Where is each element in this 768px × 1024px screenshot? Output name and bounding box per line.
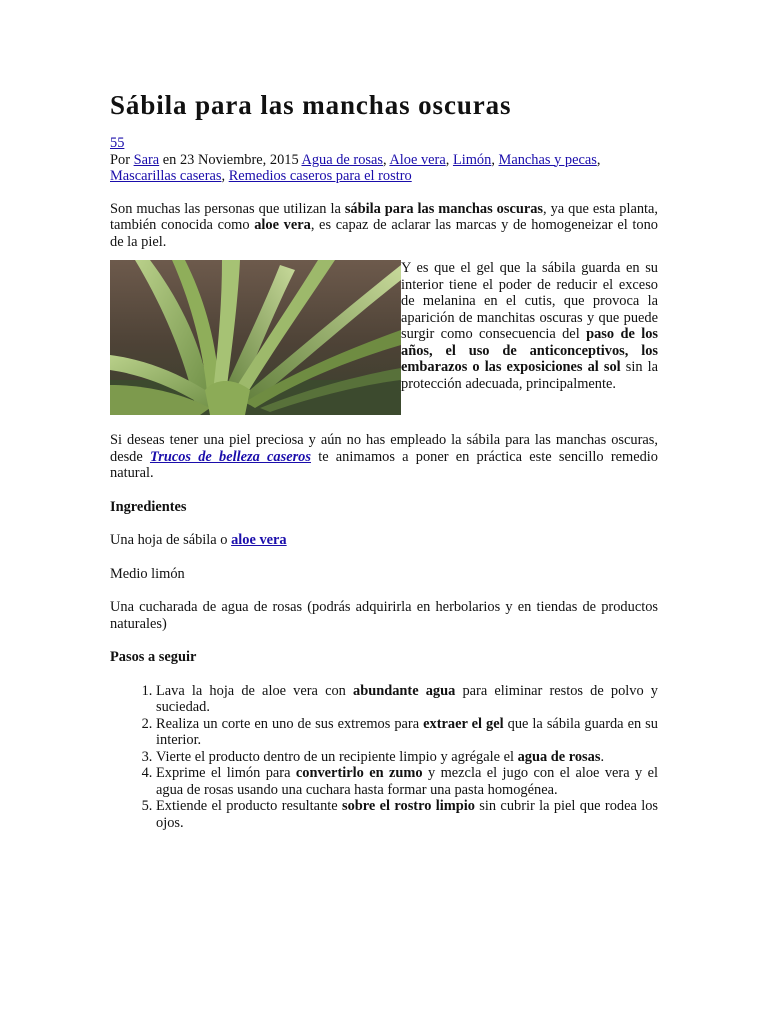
comment-count-link[interactable]: 55 (110, 135, 125, 151)
step-text: Lava la hoja de aloe vera con (156, 682, 353, 699)
tag-link-limon[interactable]: Limón (452, 151, 492, 168)
intro-bold-2: aloe vera (254, 217, 311, 233)
para2-text-1: Si deseas tener una piel preciosa y aún no has empleado la sábila para las manchas oscuras, desde (110, 432, 658, 465)
steps-heading-text: Pasos a seguir (110, 649, 197, 665)
ingredient-item: Medio limón (110, 565, 185, 582)
tag-link-aloe-vera[interactable]: Aloe vera (389, 151, 446, 168)
list-item (156, 765, 658, 798)
author-link[interactable]: Sara (133, 151, 160, 168)
step-bold: abundante agua (353, 682, 456, 699)
list-item (156, 716, 658, 749)
figure-text-2: sin la protección adecuada, principalmente. (401, 359, 658, 392)
ingredients-heading (110, 499, 658, 516)
article-meta: 55 Por Sara en 23 Noviembre, 2015 Agua de rosas, Aloe vera, Limón, Manchas y pecas, Mascarillas caseras, Remedios caseros para el rostro (110, 135, 601, 184)
aloe-vera-link[interactable]: aloe vera (231, 532, 287, 548)
step-text: Extiende el producto resultante (156, 798, 342, 814)
list-item (156, 749, 658, 766)
step-text: Exprime el limón para (156, 765, 296, 781)
paragraph-trucos (110, 432, 658, 482)
tag-link-remedios-caseros[interactable]: Remedios caseros para el rostro (228, 168, 412, 184)
figure-paragraph (110, 260, 658, 415)
ingredients-heading-text: Ingredientes (110, 498, 187, 515)
intro-paragraph (110, 201, 658, 251)
ingredient-item: Una cucharada de agua de rosas (podrás adquirirla en herbolarios y en tiendas de productos naturales) (110, 599, 658, 632)
intro-text-1: Son muchas las personas que utilizan la (110, 200, 345, 217)
steps-list (110, 683, 658, 832)
steps-heading (110, 649, 658, 666)
figure-bold-1: paso de los años, el uso de anticonceptivos, los embarazos o las exposiciones al sol (401, 326, 659, 375)
by-label: Por (110, 151, 134, 168)
step-text: que la sábila guarda en su interior. (156, 715, 658, 748)
para2-text-2: te animamos a poner en práctica este sencillo remedio natural. (110, 448, 658, 481)
article-title: Sábila para las manchas oscuras (110, 90, 512, 120)
step-text: Realiza un corte en uno de sus extremos para (156, 715, 424, 732)
tag-link-agua-de-rosas[interactable]: Agua de rosas (301, 151, 383, 168)
list-item (156, 798, 658, 831)
step-text: para eliminar restos de polvo y suciedad. (156, 682, 659, 715)
date-text: en 23 Noviembre, 2015 (159, 151, 302, 168)
tag-link-mascarillas-caseras[interactable]: Mascarillas caseras (110, 168, 222, 184)
intro-bold-1: sábila para las manchas oscuras (344, 200, 544, 217)
list-item (156, 683, 658, 716)
step-bold: sobre el rostro limpio (342, 798, 475, 814)
ingredient-1-text: Una hoja de sábila o (110, 532, 232, 548)
intro-text-2: , ya que esta planta, también conocida como (110, 200, 659, 233)
intro-text-3: , es capaz de aclarar las marcas y de homogeneizar el tono de la piel. (110, 217, 658, 250)
aloe-vera-photo (110, 260, 401, 415)
ingredient-item (110, 532, 658, 549)
step-text: . (600, 748, 605, 765)
tag-link-manchas-y-pecas[interactable]: Manchas y pecas (498, 151, 597, 168)
step-bold: extraer el gel (423, 715, 504, 732)
step-text: Vierte el producto dentro de un recipiente limpio y agrégale el (156, 748, 518, 765)
figure-text-1: Y es que el gel que la sábila guarda en su interior tiene el poder de reducir el exceso de melanina en el cutis, que provoca la aparición de manchitas oscuras y que puede surgir como consecuencia del (401, 260, 658, 342)
trucos-de-belleza-link[interactable]: Trucos de belleza caseros (149, 448, 311, 465)
step-bold: agua de rosas (517, 748, 601, 765)
step-text: sin cubrir la piel que rodea los ojos. (156, 798, 658, 831)
step-bold: convertirlo en zumo (295, 765, 423, 781)
step-text: y mezcla el jugo con el aloe vera y el agua de rosas usando una cuchara hasta formar una pasta homogénea. (156, 765, 658, 798)
article (110, 88, 658, 831)
